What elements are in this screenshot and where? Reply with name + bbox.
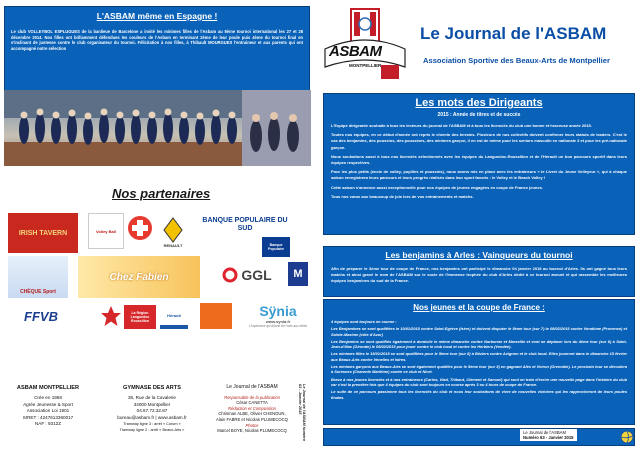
synia-label: Sÿnia (259, 302, 297, 319)
groupe-m-label: M (293, 268, 303, 280)
irish-tavern-label: IRISH TAVERN (18, 229, 68, 237)
bp-small-logo (262, 237, 290, 257)
mots-paragraph: Pour les plus petits (école de volley, pupilles et poussins), nous avons mis en place avec les entraineurs « le Livret du Jeune Volleyeur », qui à chaque saison enregistrera leurs parcours et leurs progrès réalisés dans leur sport favoris : le Volley et le Beach Volley ! (331, 169, 627, 181)
asbam-info-box (8, 385, 88, 445)
herault-logo (160, 305, 188, 329)
gymnase-line-1: 36, Rue de la Cavalerie (127, 395, 176, 401)
coupe-paragraph: Les Benjamins se sont qualifiés également à domicile le même dimanche contre Narbonne et Marseille et vont se déplacer lors du 4ème tour (sur 6) à Saint-Jean-d'Illac (Gironde) le 08/02/2015 pour jouer contre le club local et contre les Herbiers (Vendée). (331, 338, 627, 350)
mots-paragraph: Cette saison s'annonce aussi exceptionnelle pour nos équipes de jeunes engagées en coupe de France jeunes. (331, 184, 543, 190)
journal-subtitle: Association Sportive des Beaux-Arts de Montpellier (423, 56, 610, 65)
journal-line-5: Photos (245, 422, 259, 428)
coupe-paragraph: 4 équipes sont toujours en course : (331, 319, 397, 324)
mots-paragraph: L'Equipe dirigeante souhaite à tous les lecteurs du journal de l'ASBAM et à tous les licenciés du club une bonne et heureuse année 2015. (331, 123, 592, 128)
ffvb-logo (12, 305, 70, 327)
chez-fabien-label: Chez Fabien (109, 271, 169, 283)
asbam-info-title: ASBAM MONTPELLIER (16, 385, 80, 391)
team-photo-illustration (4, 90, 311, 166)
mots-paragraph: Toutes nos équipes, en ce début d'année ont repris le chemin des terrains. Plusieurs de nos collectifs doivent confirmer leurs statuts de leaders. C'est le cas des benjamins, des poussins, des poussines, des minimes garçon, il en est de même pour les seniors masculin en nationale 3 et pour les pré-nationale garçon. (331, 132, 627, 150)
star-icon (100, 305, 122, 327)
ggl-label: GGL (241, 267, 272, 283)
synia-tagline: L'imprimeur qui donne de l'avis aux idées (248, 323, 308, 328)
gymnase-line-5: Tramway ligne 3 : arrêt « Corum » (123, 422, 181, 427)
coupe-paragraph: Bravo à nos jeunes licenciés et à nos entraineurs (Carlos, Vlad, Thibaut, Clément et Samuel) qui sont en train d'écrire une nouvelle page dans l'histoire du club car c'est la première fois que 4 équipes du club sont toujours en course après 3 ou 4 tours de coupe de France. (331, 376, 627, 388)
cross-icon (126, 213, 154, 243)
team-photo (4, 90, 311, 166)
espagne-title: L'ASBAM même en Espagne ! (96, 11, 218, 21)
asbam-logo (323, 5, 407, 85)
journal-line-3: Rédaction et Composition (228, 405, 276, 411)
journal-info-title: Le Journal de l'ASBAM (226, 384, 278, 390)
herault-label: Hérault (167, 312, 181, 318)
footer-line-1: Le Journal de l'ASBAM (523, 430, 566, 435)
coupe-paragraph: Les Benjamines se sont qualifiées le 10/01/2015 contre Saint-Egrève (Isère) et doivent disputer le 5ème tour (sur 7) le 08/02/2015 contre Vendôme (Provence) et Sainte-Maxime (côte d'Azur) (331, 326, 627, 337)
ffvb-label: FFVB (24, 308, 58, 324)
journal-line-4: Chrisman ALBE, Olivier CHENOUN, Alain FABRE et Nicolas PLUMECOCQ (216, 411, 288, 422)
mots-title: Les mots des Dirigeants (415, 97, 543, 109)
banque-populaire-logo (200, 211, 290, 239)
banque-populaire-label: BANQUE POPULAIRE DU SUD (202, 217, 288, 232)
synia-url: www.synia.fr (265, 318, 291, 324)
espagne-body: Le club VOLLEYBOL ESPLUGUES de la banlieue de Barcelone a invité les minimes filles de l'Asbam au 8ème tournoi international les 27 et 28 décembre 2014. Nos filles ont brillamment défendues les couleurs de l'Asbam en terminant 2ème de leur poule puis 4ème du tournoi final en s'inclinant de justesse contre le club organisateur du tournoi. Félicitation à nos filles, à Thibault MOURGUES l'entraineur et aux parents qui ont accompagné notre sélection (11, 29, 303, 51)
ggl-ring-icon (222, 267, 238, 283)
gymnase-line-2: 34000 Montpellier (133, 401, 171, 407)
cheque-sport-label: CHÈQUE Sport (20, 289, 56, 295)
bp-small-label: Banque Populaire (268, 243, 284, 251)
asbam-line-1: Crée en 1958 (34, 395, 62, 401)
coupe-title: Nos jeunes et la coupe de France : (413, 303, 545, 312)
asbam-line-5: NAF : 9312Z (34, 421, 62, 427)
volley-logo (88, 213, 124, 249)
footer-line-2: Numéro 63 - Janvier 2015 (523, 435, 574, 441)
benjamins-panel (323, 246, 635, 297)
asbam-logo-city: MONTPELLIER (349, 63, 382, 68)
journal-info-box (216, 385, 288, 445)
synia-logo (248, 294, 308, 336)
renault-logo (156, 210, 190, 254)
mots-body (331, 123, 627, 200)
orange-logo (200, 303, 232, 329)
region-label: La Région Languedoc Roussillon (130, 311, 150, 323)
vertical-caption: Le Journal de l'ASBAM Numéro 63 - Janvier 2015 (298, 384, 306, 442)
benjamins-body: Afin de préparer le 3ème tour de coupe de France, nos benjamins ont participé le dimanche 04 janvier 2015 au tournoi d'Arles. Ils ont gagné tous leurs matchs et ainsi gravé le nom de l'ASBAM sur le socle de l'Immense trophée du club d'Arles dédié à ce tournoi annuel et qui rassemble les meilleures équipes benjamines du sud de la France. (331, 266, 627, 284)
asbam-line-2: Agrée Jeunesse & Sport (23, 401, 73, 407)
chez-fabien-logo (78, 256, 200, 298)
asbam-line-3: Association Loi 1901 (26, 408, 70, 414)
volleyball-icon-graphic (620, 430, 634, 444)
ggl-logo (212, 262, 282, 288)
coupe-panel (323, 299, 635, 425)
coupe-body (331, 319, 627, 400)
journal-title: Le Journal de l'ASBAM (420, 24, 607, 43)
mots-paragraph: Tous nos vœux aux beaucoup de joie lors de vos entrainements et matchs. (331, 193, 474, 199)
asbam-line-4: SIRET : 4247613360017 (22, 414, 74, 420)
coupe-paragraph: Les minimes filles le 18/01/2015 se sont qualifiées pour le 5ème tour (sur 8) à Béziers contre Avignon et le club local. Elles joueront dans le dimanche 15 février aux Beaux-Arts contre Venelles et Istres. (331, 351, 627, 362)
gymnase-line-4[interactable]: bureau@asbam.fr | www.asbam.fr (117, 414, 187, 420)
cheque-sport-logo (8, 256, 68, 298)
asbam-logo-text: ASBAM (329, 43, 382, 60)
mots-paragraph: Nous souhaitons aussi à tous nos licenciés sélectionnés avec les équipes du Languedoc-Roussillon et de l'Hérault un bon parcours sportif dans leurs équipes respectives. (331, 153, 627, 166)
irish-tavern-logo (8, 213, 78, 253)
benjamins-title: Les benjamins à Arles : Vainqueurs du tournoi (385, 250, 573, 260)
journal-line-1: Responsable de la publication (224, 394, 280, 400)
renault-diamond-icon (163, 217, 183, 243)
footer-strip (323, 428, 635, 446)
gymnase-line-3: 04.67.72.32.87 (136, 408, 168, 414)
journal-line-6: Marcel BOYE, Nicolas PLUMECOCQ (217, 428, 287, 434)
partenaires-title: Nos partenaires (112, 186, 211, 201)
volley-label: Volley Ball (96, 228, 116, 234)
coupe-paragraph: Les minimes garçons aux Beaux-Arts se sont également qualifiés pour le 5ème tour (sur 8) en gagnant Alès et Voiron (Grenoble). Le prochain tour se déroulera à Suresnes (Charente Maritime) contre ce club et Niort. (331, 364, 627, 375)
region-logo (124, 305, 156, 329)
groupe-m-logo (288, 262, 308, 286)
gymnase-info-title: GYMNASE DES ARTS (123, 385, 181, 391)
gymnase-info-box (94, 385, 210, 445)
footer-text (520, 429, 577, 441)
mots-subtitle: 2015 : Année de titres et de succès (437, 112, 521, 118)
gymnase-line-6: Tramway ligne 2 : arrêt « Beaux-Arts » (119, 428, 185, 433)
mots-panel (323, 93, 635, 235)
renault-label: RENAULT (163, 242, 183, 248)
coupe-paragraph: Le suite de ce parcours passionne tous les licenciés du club et nous leur souhaitons de vivre de nouvelles victoires qui les rapprocheront de leurs poules finales. (331, 389, 627, 400)
star-logo (100, 304, 122, 328)
volleyball-icon (620, 430, 634, 444)
journal-line-2: César CANETTA (236, 400, 268, 406)
cross-logo (126, 213, 154, 243)
